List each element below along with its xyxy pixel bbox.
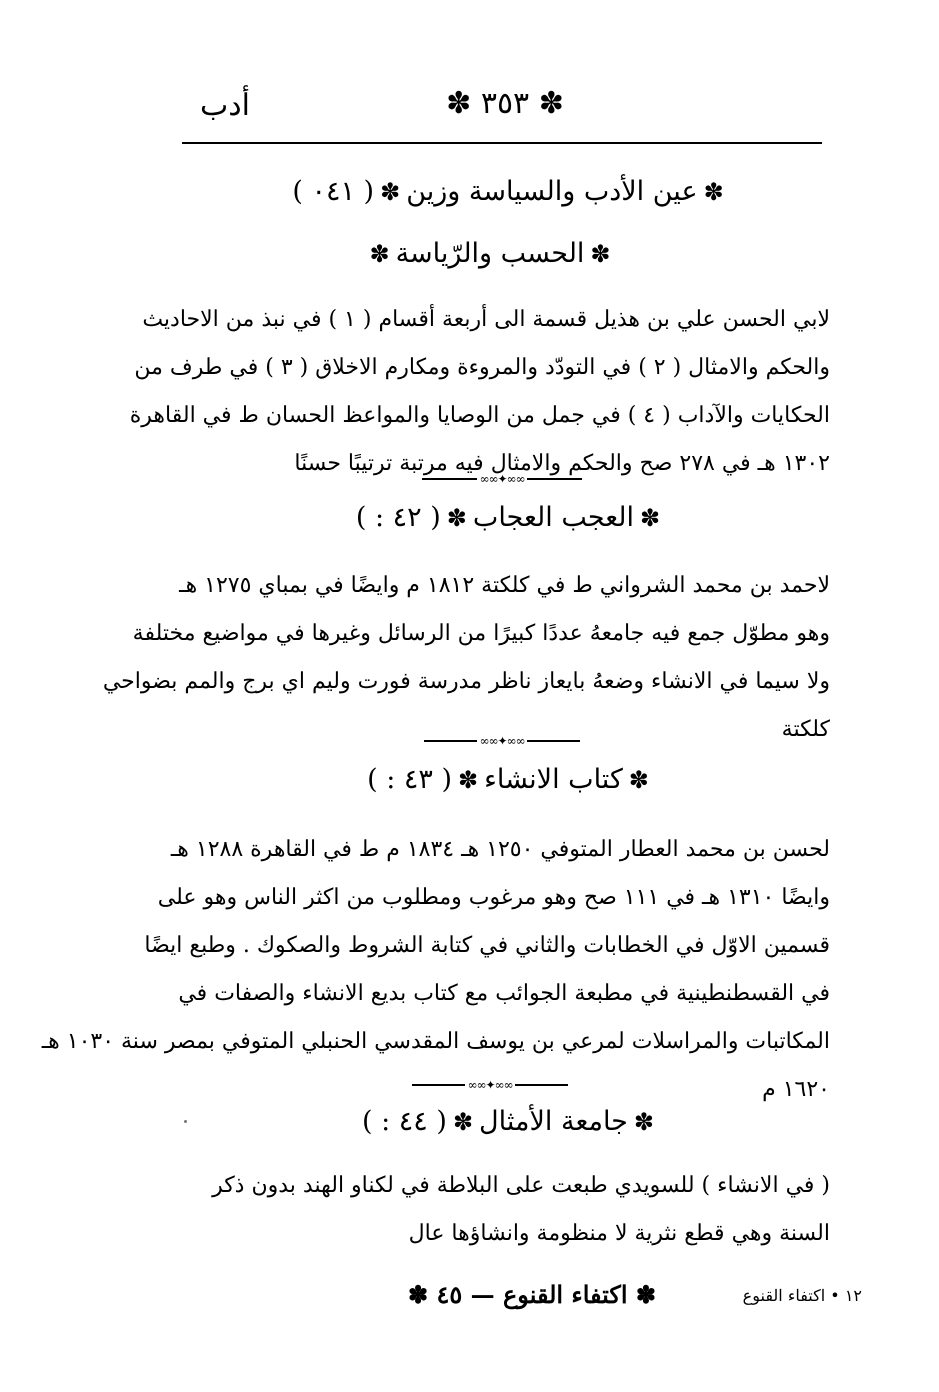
star-ornament-icon: ✽ — [408, 1280, 429, 1309]
text-line: الحكايات والآداب ( ٤ ) في جمل من الوصايا والمواعظ الحسان ط في القاهرة — [129, 403, 830, 428]
text-line: ولا سيما في الانشاء وضعهُ بايعاز ناظر مدرسة فورت وليم اي برج والمم بضواحي — [102, 669, 830, 694]
entry-body — [182, 1162, 830, 1258]
entry-heading — [182, 176, 822, 207]
header-rule — [182, 142, 822, 144]
signature-mark: ١٢ • اكتفاء القنوع — [742, 1286, 862, 1305]
star-ornament-icon: ✽ — [590, 240, 611, 268]
text-line: والحكم والامثال ( ٢ ) في التودّد والمروءة ومكارم الاخلاق ( ٣ ) في طرف من — [134, 355, 830, 380]
star-ornament-icon: ✽ — [628, 766, 649, 794]
page-number-text: ٣٥٣ — [480, 86, 530, 121]
star-ornament-icon: ✽ — [633, 1108, 654, 1136]
entry-heading-line2 — [170, 238, 810, 269]
text-line: المكاتبات والمراسلات لمرعي بن يوسف المقدسي الحنبلي المتوفي بمصر سنة ١٠٣٠ هـ — [41, 1029, 830, 1054]
entry-title-continued: الحسب والرّياسة — [395, 238, 585, 269]
star-ornament-icon: ✽ — [446, 86, 472, 121]
star-ornament-icon: ✽ — [446, 504, 467, 532]
entry-title: كتاب الانشاء — [484, 764, 623, 795]
entry-number: ( ٤٤ : ) — [362, 1106, 447, 1137]
entry-heading — [182, 502, 822, 533]
text-line: وايضًا ١٣١٠ هـ في ١١١ صح وهو مرغوب ومطلوب من اكثر الناس وهو على — [157, 885, 830, 910]
page-number — [440, 86, 570, 121]
star-ornament-icon: ✽ — [369, 240, 390, 268]
star-ornament-icon: ✽ — [452, 1108, 474, 1136]
entry-body — [102, 562, 830, 754]
star-ornament-icon: ✽ — [635, 1280, 656, 1309]
section-title: أدب — [200, 88, 250, 123]
star-ornament-icon: ✽ — [380, 178, 401, 206]
entry-heading — [182, 764, 822, 795]
star-ornament-icon: ✽ — [703, 178, 724, 206]
text-line: لاحمد بن محمد الشرواني ط في كلكتة ١٨١٢ م وايضًا في بمباي ١٢٧٥ هـ — [179, 573, 830, 598]
text-line: ١٦٢٠ م — [762, 1077, 830, 1102]
divider-ornament: ∞∞✦∞∞ — [424, 736, 580, 746]
entry-number: ( ٤٣ : ) — [367, 764, 453, 795]
star-ornament-icon: ✽ — [458, 766, 479, 794]
entry-number: ( ٠٤١ ) — [292, 176, 375, 207]
text-line: ١٣٠٢ هـ في ٢٧٨ صح والحكم والامثال فيه مرتبة ترتيبًا حسنًا — [294, 451, 830, 476]
catchword-text: اكتفاء القنوع — ٤٥ — [436, 1280, 628, 1309]
catchword — [382, 1280, 682, 1309]
entry-heading — [182, 1106, 822, 1137]
text-line: لحسن بن محمد العطار المتوفي ١٢٥٠ هـ ١٨٣٤ م ط في القاهرة ١٢٨٨ هـ — [170, 837, 830, 862]
entry-title: عين الأدب والسياسة وزين — [406, 176, 698, 207]
text-line: وهو مطوّل جمع فيه جامعهُ عددًا كبيرًا من الرسائل وغيرها في مواضيع مختلفة — [132, 621, 830, 646]
text-line: كلكتة — [781, 717, 830, 742]
entry-title: جامعة الأمثال — [479, 1106, 628, 1137]
divider-ornament: ∞∞✦∞∞ — [422, 474, 582, 484]
text-line: في القسطنطينية في مطبعة الجوائب مع كتاب بديع الانشاء والصفات في — [178, 981, 830, 1006]
divider-ornament: ∞∞✦∞∞ — [412, 1080, 568, 1090]
entry-body — [41, 826, 830, 1114]
text-line: قسمين الاوّل في الخطابات والثاني في كتابة الشروط والصكوك . وطبع ايضًا — [144, 933, 830, 958]
star-ornament-icon: ✽ — [538, 86, 564, 121]
entry-number: ( ٤٢ : ) — [355, 502, 441, 533]
text-line: ( في الانشاء ) للسويدي طبعت على البلاطة في لكناو الهند بدون ذكر — [212, 1173, 830, 1198]
entry-title: العجب العجاب — [472, 502, 635, 533]
text-line: لابي الحسن علي بن هذيل قسمة الى أربعة أقسام ( ١ ) في نبذ من الاحاديث — [142, 307, 830, 332]
text-line: السنة وهي قطع نثرية لا منظومة وانشاؤها عال — [408, 1221, 830, 1246]
entry-body — [129, 296, 830, 488]
star-ornament-icon: ✽ — [640, 504, 661, 532]
